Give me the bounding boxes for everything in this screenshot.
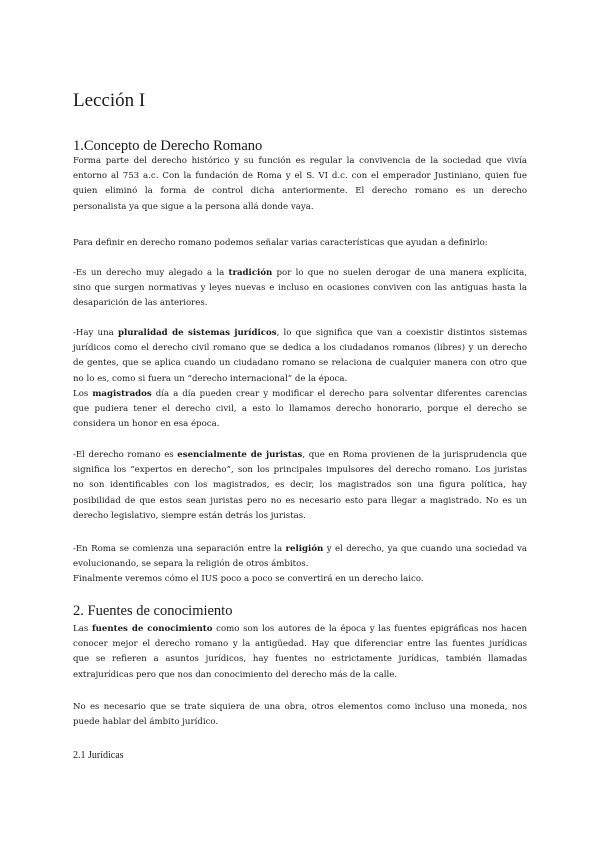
text-line: significa los “expertos en derecho”, son los principales impulsores del derecho romano. Los juristas	[73, 465, 527, 476]
text-line: personalista ya que sigue a la persona allá donde vaya.	[73, 201, 314, 212]
section-2-heading: 2. Fuentes de conocimiento	[73, 603, 233, 619]
text-line: Finalmente veremos cómo el IUS poco a poco se convertirá en un derecho laico.	[73, 574, 424, 585]
characteristic-juristas	[73, 448, 527, 524]
text-line: Forma parte del derecho histórico y su función es regular la convivencia de la sociedad que vivía	[73, 156, 527, 166]
bold-term: esencialmente de juristas	[177, 450, 303, 460]
section-2-paragraph-2	[73, 700, 527, 730]
bold-term: tradición	[228, 268, 273, 278]
page-title: Lección I	[73, 90, 146, 111]
bold-term: magistrados	[92, 388, 152, 399]
text-line: evolucionando, se separa la religión de otros ámbitos.	[73, 559, 309, 570]
bold-term: pluralidad de sistemas jurídicos	[117, 328, 277, 338]
text-line: -En Roma se comienza una separación entre la religión y el derecho, ya que cuando una sociedad va	[73, 544, 528, 554]
characteristic-tradicion	[73, 266, 527, 312]
characteristic-religion	[73, 542, 527, 588]
text-line: que pudiera tener el derecho civil, a esto lo llamamos derecho honorario, porque el derecho se	[73, 404, 527, 415]
text-line: de gentes, que se aplica cuando un ciudadano romano se relaciona de cualquier manera con otro que	[73, 358, 527, 369]
text-line: sino que surgen normativas y leyes nuevas e incluso en ocasiones conviven con las antiguas hasta la	[73, 283, 527, 294]
text-line: -El derecho romano es esencialmente de juristas, que en Roma provienen de la jurisprudencia que	[73, 450, 527, 460]
text-line: Para definir en derecho romano podemos señalar varias características que ayudan a definirlo:	[73, 238, 488, 248]
text-line: no son identificables con los magistrados, es decir, los magistrados son una figura política, hay	[73, 480, 527, 491]
text-line: desaparición de las anteriores.	[73, 298, 208, 309]
text-line: jurídicos como el derecho civil romano que se dedica a los ciudadanos romanos (libres) y un derecho	[73, 343, 527, 354]
text-line: considera un honor en esa época.	[73, 419, 220, 430]
characteristic-pluralidad	[73, 326, 527, 432]
text-line: -Es un derecho muy alegado a la tradición por lo que no suelen derogar de una manera explícita,	[73, 268, 528, 278]
text-line: No es necesario que se trate siquiera de una obra, otros elementos como incluso una moneda, nos	[73, 702, 527, 712]
subsection-heading: 2.1 Jurídicas	[73, 750, 124, 761]
section-1-paragraph-2	[73, 236, 527, 251]
text-line: conocer mejor el derecho romano y la antigüedad. Hay que diferenciar entre las fuentes jurídicas	[73, 639, 527, 650]
text-line: Las fuentes de conocimiento como son los autores de la época y las fuentes epigráficas nos hacen	[73, 624, 527, 634]
section-2-paragraph-1	[73, 622, 527, 683]
text-line: puede hablar del ámbito jurídico.	[73, 717, 219, 728]
text-line: extrajurídicas pero que nos dan conocimiento del derecho más de la calle.	[73, 669, 398, 680]
text-line: Los magistrados día a día pueden crear y modificar el derecho para solventar diferentes carencias	[73, 388, 527, 399]
section-1-heading: 1.Concepto de Derecho Romano	[73, 138, 263, 154]
text-line: que se refieren a asuntos jurídicos, hay fuentes no estrictamente jurídicas, también llamadas	[73, 654, 527, 665]
section-1-paragraph-1	[73, 154, 527, 215]
text-line: quien eliminó la forma de control dicha anteriormente. El derecho romano es un derecho	[73, 186, 527, 197]
text-line: no lo es, como si fuera un “derecho internacional” de la época.	[73, 373, 348, 384]
text-line: posibilidad de que estos sean juristas pero no es necesario esto para llegar a magistrado. No es un	[73, 495, 527, 506]
bold-term: fuentes de conocimiento	[91, 624, 213, 634]
text-line: -Hay una pluralidad de sistemas jurídicos, lo que significa que van a coexistir distintos sistemas	[73, 328, 527, 338]
text-line: derecho legislativo, siempre están detrás los juristas.	[73, 510, 306, 521]
bold-term: religión	[285, 544, 324, 554]
text-line: entorno al 753 a.c. Con la fundación de Roma y el S. VI d.c. con el emperador Justiniano, quien fue	[73, 171, 527, 182]
